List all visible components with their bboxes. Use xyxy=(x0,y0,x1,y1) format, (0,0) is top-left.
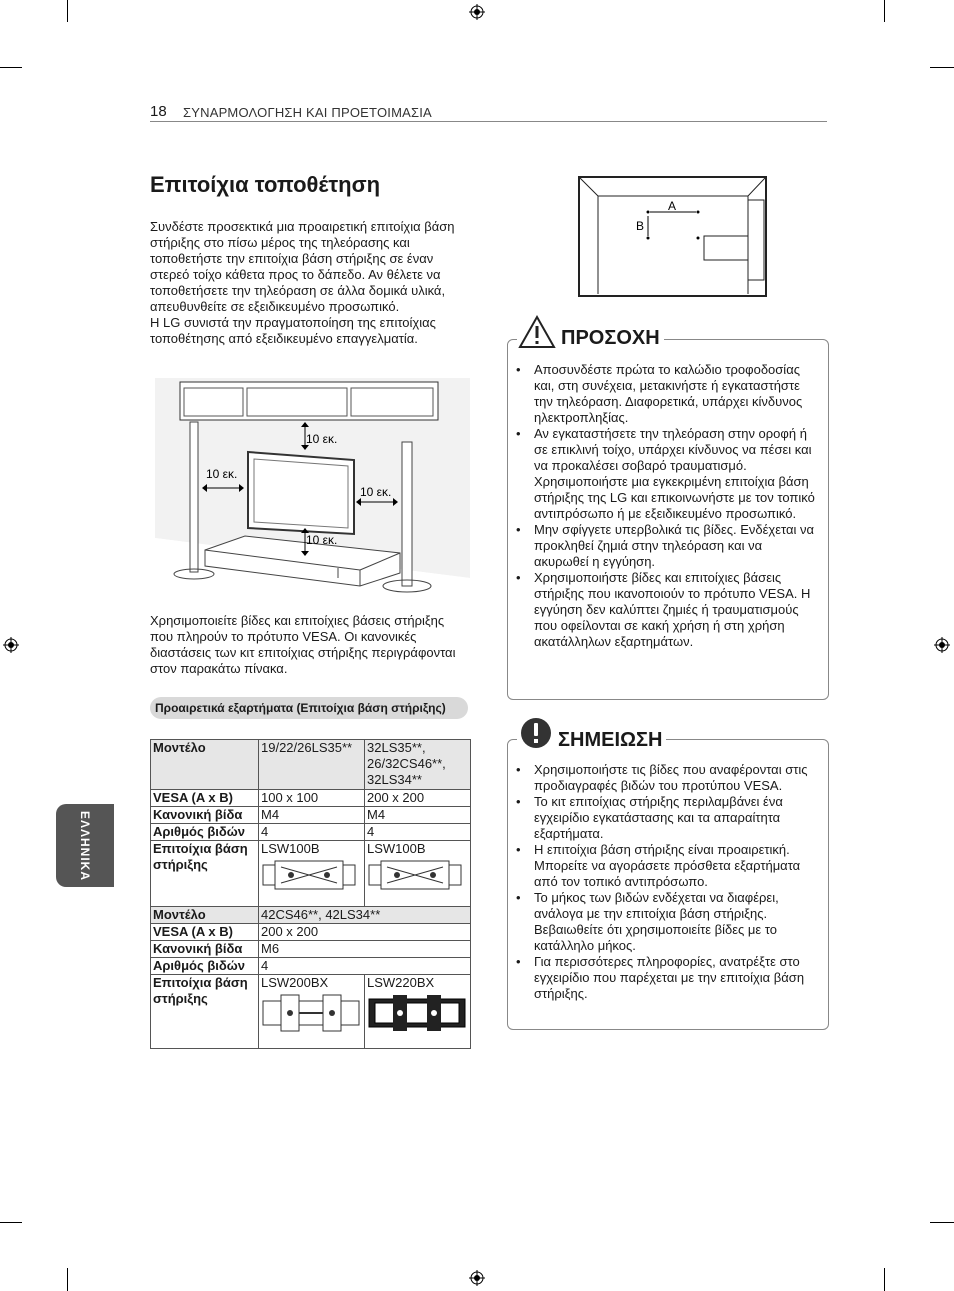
table-cell xyxy=(259,841,365,907)
caution-item: Χρησιμοποιήστε μια εγκεκριμένη επιτοίχια βάση στήριξης της LG και επικοινωνήστε με τον τοπικό αντιπρόσωπο ή με εξειδικευμένο προσωπικό. xyxy=(534,474,815,521)
crop-mark xyxy=(0,67,22,68)
caution-title: ΠΡΟΣΟΧΗ xyxy=(557,327,664,350)
spec-table-small xyxy=(150,739,471,1049)
table-cell xyxy=(259,975,365,1049)
table-cell: 42CS46**, 42LS34** xyxy=(259,907,471,924)
note-title: ΣΗΜΕΙΩΣΗ xyxy=(554,729,666,752)
table-cell: 4 xyxy=(259,824,365,841)
accessories-label: Προαιρετικά εξαρτήματα (Επιτοίχια βάση στήριξης) xyxy=(150,697,468,719)
table-header: Επιτοίχια βάση στήριξης xyxy=(151,975,259,1049)
vesa-label-b: B xyxy=(636,219,645,233)
crop-mark xyxy=(67,0,68,22)
clearance-label-top: 10 εκ. xyxy=(306,432,338,446)
table-row xyxy=(151,807,471,824)
caution-box xyxy=(507,339,829,700)
section-title: ΣΥΝΑΡΜΟΛΟΓΗΣΗ ΚΑΙ ΠΡΟΕΤΟΙΜΑΣΙΑ xyxy=(183,105,432,120)
crop-mark xyxy=(930,1222,954,1223)
table-cell: M6 xyxy=(259,941,471,958)
wall-mount-bracket-icon xyxy=(261,857,357,893)
list-item: • Μην σφίγγετε υπερβολικά τις βίδες. Ενδέχεται να προκληθεί ζημιά στην τηλεόραση και να ακυρωθεί η εγγύηση. xyxy=(516,522,818,570)
list-item: • Χρησιμοποιήστε βίδες και επιτοίχιες βάσεις στήριξης που ικανοποιούν το πρότυπο VESA. Η εγγύηση δεν καλύπτει ζημιές ή τραυματισμούς που οφείλονται σε κακή χρήση ή στη χρήση ακατάλληλων εξαρτημάτων. xyxy=(516,570,818,650)
table-row xyxy=(151,790,471,807)
language-tab-label: ΕΛΛΗΝΙΚΑ xyxy=(78,810,92,881)
table-header: Αριθμός βιδών xyxy=(151,824,259,841)
clearance-label-bottom: 10 εκ. xyxy=(306,533,338,547)
table-cell: 200 x 200 xyxy=(365,790,471,807)
note-item: Για περισσότερες πληροφορίες, ανατρέξτε στο εγχειρίδιο που παρέχεται με την επιτοίχια βάση στήριξης. xyxy=(534,954,805,1001)
registration-mark-icon xyxy=(469,1270,485,1286)
note-exclamation-icon xyxy=(517,716,555,750)
table-row xyxy=(151,975,471,1049)
table-cell: 19/22/26LS35** xyxy=(259,740,365,790)
list-item: • Χρησιμοποιήστε τις βίδες που αναφέρονται στις προδιαγραφές βιδών του προτύπου VESA. xyxy=(516,762,818,794)
table-header: Αριθμός βιδών xyxy=(151,958,259,975)
caution-item: Αν εγκαταστήσετε την τηλεόραση στην οροφή ή σε επικλινή τοίχο, υπάρχει κίνδυνος να πέσει και να προκαλέσει σοβαρό τραυματισμό. xyxy=(534,426,812,473)
mount-model: LSW200BX xyxy=(261,975,329,990)
crop-mark xyxy=(67,1268,68,1291)
table-row xyxy=(151,924,471,941)
table-row xyxy=(151,841,471,907)
table-header: VESA (A x B) xyxy=(151,790,259,807)
table-cell: M4 xyxy=(259,807,365,824)
intro-paragraph: Συνδέστε προσεκτικά μια προαιρετική επιτοίχια βάση στήριξης στο πίσω μέρος της τηλεόρασης και τοποθετήστε την επιτοίχια βάση στήριξης σε έναν στερεό τοίχο κάθετα προς το δάπεδο. Αν θέλετε να τοποθετήσετε την τηλεόραση σε άλλα δομικά υλικά, απευθυνθείτε σε εξειδικευμένο προσωπικό. xyxy=(150,219,455,314)
vesa-paragraph: Χρησιμοποιείτε βίδες και επιτοίχιες βάσεις στήριξης που πληρούν το πρότυπο VESA. Οι κανονικές διαστάσεις των κιτ επιτοίχιας στήριξης περιγράφονται στον παρακάτω πίνακα. xyxy=(150,613,456,676)
note-list xyxy=(516,762,818,1002)
crop-mark xyxy=(930,67,954,68)
table-header: VESA (A x B) xyxy=(151,924,259,941)
table-header: Επιτοίχια βάση στήριξης xyxy=(151,841,259,907)
caution-item: Χρησιμοποιήστε βίδες και επιτοίχιες βάσεις στήριξης που ικανοποιούν το πρότυπο VESA. Η εγγύηση δεν καλύπτει ζημιές ή τραυματισμούς που οφείλονται σε κακή χρήση ή στη χρήση ακατάλληλων εξαρτημάτων. xyxy=(534,570,811,649)
table-row xyxy=(151,824,471,841)
note-item: Το κιτ επιτοίχιας στήριξης περιλαμβάνει ένα εγχειρίδιο εγκατάστασης και τα απαραίτητα εξαρτήματα. xyxy=(534,794,783,841)
language-tab xyxy=(56,804,114,887)
table-row xyxy=(151,740,471,790)
mount-model: LSW100B xyxy=(261,841,320,856)
registration-mark-icon xyxy=(3,637,19,653)
registration-mark-icon xyxy=(934,637,950,653)
list-item: • Για περισσότερες πληροφορίες, ανατρέξτε στο εγχειρίδιο που παρέχεται με την επιτοίχια βάση στήριξης. xyxy=(516,954,818,1002)
table-header: Κανονική βίδα xyxy=(151,807,259,824)
vesa-diagram xyxy=(578,176,768,297)
crop-mark xyxy=(884,1268,885,1291)
table-cell xyxy=(365,975,471,1049)
page-title: Επιτοίχια τοποθέτηση xyxy=(150,172,381,197)
table-row xyxy=(151,941,471,958)
mount-model: LSW100B xyxy=(367,841,426,856)
caution-item: Μην σφίγγετε υπερβολικά τις βίδες. Ενδέχεται να προκληθεί ζημιά στην τηλεόραση και να ακυρωθεί η εγγύηση. xyxy=(534,522,815,569)
page-number: 18 xyxy=(150,103,167,120)
clearance-label-left: 10 εκ. xyxy=(206,467,238,481)
table-cell: 4 xyxy=(259,958,471,975)
intro-text xyxy=(150,219,470,347)
list-item: • Το μήκος των βιδών ενδέχεται να διαφέρει, ανάλογα με την επιτοίχια βάση στήριξης. Βεβαιωθείτε ότι χρησιμοποιείτε βίδες με το κατάλληλο μήκος. xyxy=(516,890,818,954)
crop-mark xyxy=(0,1222,22,1223)
table-cell: 32LS35**, 26/32CS46**, 32LS34** xyxy=(365,740,471,790)
caution-list xyxy=(516,362,818,650)
clearance-illustration xyxy=(150,378,472,598)
note-item: Η επιτοίχια βάση στήριξης είναι προαιρετική. Μπορείτε να αγοράσετε πρόσθετα εξαρτήματα από τον τοπικό αντιπρόσωπο. xyxy=(534,842,801,889)
intro-paragraph: Η LG συνιστά την πραγματοποίηση της επιτοίχιας τοποθέτησης από εξειδικευμένο επαγγελματία. xyxy=(150,315,436,346)
wall-mount-bracket-icon xyxy=(367,857,463,893)
wall-mount-bracket-icon xyxy=(367,991,467,1035)
table-cell: 100 x 100 xyxy=(259,790,365,807)
table-row xyxy=(151,907,471,924)
wall-mount-bracket-icon xyxy=(261,991,361,1035)
note-item: Το μήκος των βιδών ενδέχεται να διαφέρει, ανάλογα με την επιτοίχια βάση στήριξης. Βεβαιωθείτε ότι χρησιμοποιείτε βίδες με το κατάλληλο μήκος. xyxy=(534,890,779,953)
note-box xyxy=(507,739,829,1030)
note-item: Χρησιμοποιήστε τις βίδες που αναφέρονται στις προδιαγραφές βιδών του προτύπου VESA. xyxy=(534,762,808,793)
warning-triangle-icon xyxy=(517,314,557,350)
table-row xyxy=(151,958,471,975)
list-item: • Αποσυνδέστε πρώτα το καλώδιο τροφοδοσίας και, στη συνέχεια, μετακινήστε ή εγκαταστήστε την τηλεόραση. Διαφορετικά, υπάρχει κίνδυνος ηλεκτροπληξίας. xyxy=(516,362,818,426)
table-header: Κανονική βίδα xyxy=(151,941,259,958)
crop-mark xyxy=(884,0,885,22)
table-header: Μοντέλο xyxy=(151,907,259,924)
header-rule xyxy=(150,121,827,122)
list-item: • Αν εγκαταστήσετε την τηλεόραση στην οροφή ή σε επικλινή τοίχο, υπάρχει κίνδυνος να πέσει και να προκαλέσει σοβαρό τραυματισμό. Χρησιμοποιήστε μια εγκεκριμένη επιτοίχια βάση στήριξης της LG και επικοινωνήστε με τον τοπικό αντιπρόσωπο ή με εξειδικευμένο προσωπικό. xyxy=(516,426,818,522)
caution-item: Αποσυνδέστε πρώτα το καλώδιο τροφοδοσίας και, στη συνέχεια, μετακινήστε ή εγκαταστήστε την τηλεόραση. Διαφορετικά, υπάρχει κίνδυνος ηλεκτροπληξίας. xyxy=(534,362,803,425)
list-item: • Το κιτ επιτοίχιας στήριξης περιλαμβάνει ένα εγχειρίδιο εγκατάστασης και τα απαραίτητα εξαρτήματα. xyxy=(516,794,818,842)
table-cell: 4 xyxy=(365,824,471,841)
table-header: Μοντέλο xyxy=(151,740,259,790)
table-cell: M4 xyxy=(365,807,471,824)
registration-mark-icon xyxy=(469,4,485,20)
mount-model: LSW220BX xyxy=(367,975,435,990)
list-item: • Η επιτοίχια βάση στήριξης είναι προαιρετική. Μπορείτε να αγοράσετε πρόσθετα εξαρτήματα από τον τοπικό αντιπρόσωπο. xyxy=(516,842,818,890)
clearance-label-right: 10 εκ. xyxy=(360,485,392,499)
table-cell: 200 x 200 xyxy=(259,924,471,941)
table-cell xyxy=(365,841,471,907)
vesa-label-a: A xyxy=(668,199,677,213)
